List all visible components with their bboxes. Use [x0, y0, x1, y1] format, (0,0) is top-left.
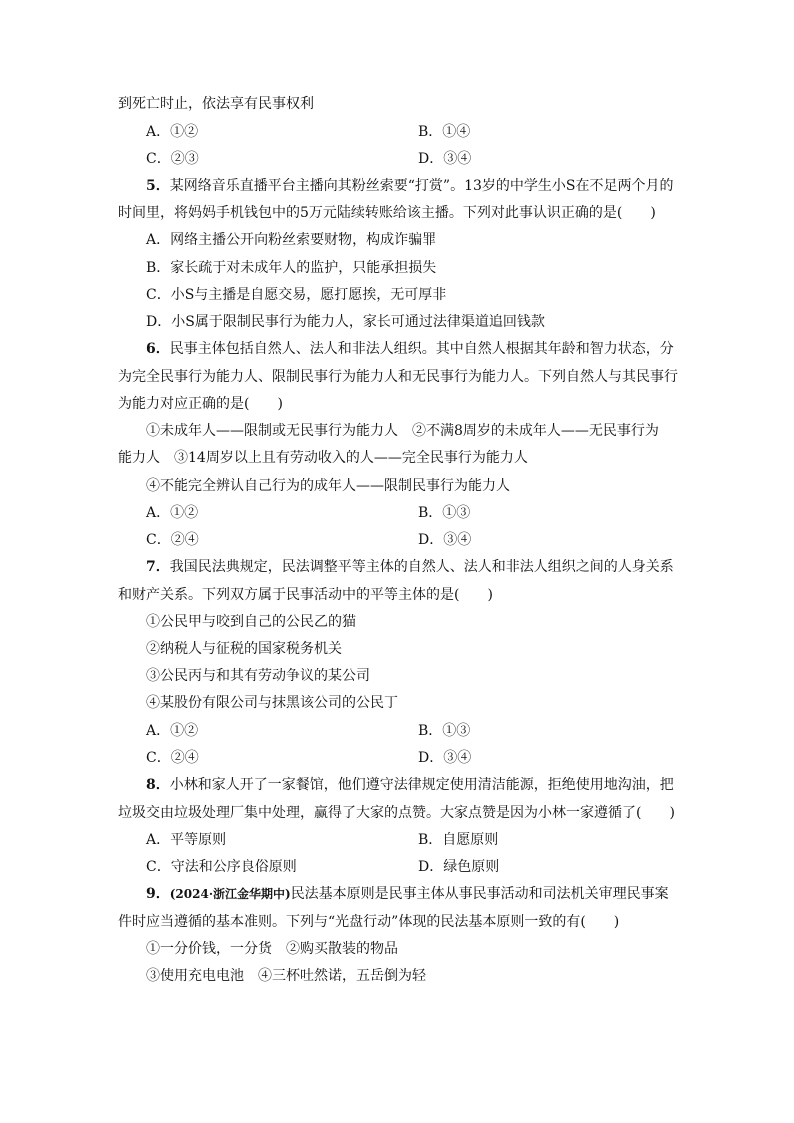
q7-stem-line1 — [146, 557, 674, 577]
q8-stem-line2: 垃圾交由垃圾处理厂集中处理，赢得了大家的点赞。大家点赞是因为小林一家遵循了( ) — [118, 805, 675, 821]
q7-stem-line2: 和财产关系。下列双方属于民事活动中的平等主体的是( ) — [118, 587, 493, 603]
q7-item-1: ①公民甲与咬到自己的公民乙的猫 — [146, 614, 356, 630]
q4-option-c: C．②③ — [146, 151, 199, 167]
q9-stem-line2: 件时应当遵循的基本准则。下列与“光盘行动”体现的民法基本原则一致的有( ) — [118, 914, 620, 930]
q6-option-d: D．③④ — [418, 532, 472, 548]
q8-option-a: A．平等原则 — [146, 832, 227, 848]
q9-items-line1: ①一分价钱，一分货 ②购买散装的物品 — [146, 941, 398, 957]
q4-option-d: D．③④ — [418, 151, 472, 167]
q7-item-3: ③公民丙与和其有劳动争议的某公司 — [146, 668, 370, 684]
q7-text-1: 我国民法典规定，民法调整平等主体的自然人、法人和非法人组织之间的人身关系 — [169, 559, 674, 575]
q5-option-b: B．家长疏于对未成年人的监护，只能承担损失 — [146, 260, 437, 276]
q7-option-d: D．③④ — [418, 750, 472, 766]
q6-option-c: C．②④ — [146, 532, 199, 548]
q7-option-c: C．②④ — [146, 750, 199, 766]
q9-number: 9． — [146, 886, 170, 902]
q8-stem-line1 — [146, 775, 674, 795]
q7-item-2: ②纳税人与征税的国家税务机关 — [146, 641, 342, 657]
q4-option-b: B．①④ — [418, 124, 471, 140]
q7-option-a: A．①② — [146, 723, 199, 739]
q4-option-a: A．①② — [146, 124, 199, 140]
q6-items-line2: 能力人 ③14周岁以上且有劳动收入的人——完全民事行为能力人 — [118, 450, 528, 466]
q6-stem-line3: 为能力对应正确的是( ) — [118, 396, 283, 412]
q9-source-tag: (2024·浙江金华期中) — [169, 887, 291, 901]
q5-stem-line1 — [146, 176, 673, 196]
q7-option-b: B．①③ — [418, 723, 471, 739]
q8-option-b: B．自愿原则 — [418, 832, 499, 848]
q5-option-c: C．小S与主播是自愿交易，愿打愿挨，无可厚非 — [146, 287, 447, 303]
q6-option-b: B．①③ — [418, 505, 471, 521]
q5-option-a: A．网络主播公开向粉丝索要财物，构成诈骗罪 — [146, 232, 437, 248]
q9-text-1: 民法基本原则是民事主体从事民事活动和司法机关审理民事案 — [290, 886, 669, 902]
q6-option-a: A．①② — [146, 505, 199, 521]
q9-items-line2: ③使用充电电池 ④三杯吐然诺，五岳倒为轻 — [146, 968, 426, 984]
q6-items-line1: ①未成年人——限制或无民事行为能力人 ②不满8周岁的未成年人——无民事行为 — [146, 423, 659, 439]
q8-number: 8． — [146, 777, 170, 793]
q5-text-1: 某网络音乐直播平台主播向其粉丝索要“打赏”。13岁的中学生小S在不足两个月的 — [169, 178, 674, 194]
q6-stem-line2: 为完全民事行为能力人、限制民事行为能力人和无民事行为能力人。下列自然人与其民事行 — [118, 369, 678, 385]
q6-items-line3: ④不能完全辨认自己行为的成年人——限制民事行为能力人 — [146, 478, 510, 494]
q9-stem-line1 — [146, 884, 669, 904]
q4-continuation: 到死亡时止，依法享有民事权利 — [118, 96, 314, 112]
q6-number: 6． — [146, 341, 170, 357]
q6-stem-line1 — [146, 339, 674, 359]
q6-text-1: 民事主体包括自然人、法人和非法人组织。其中自然人根据其年龄和智力状态，分 — [169, 341, 674, 357]
q8-option-c: C．守法和公序良俗原则 — [146, 859, 297, 875]
q7-item-4: ④某股份有限公司与抹黑该公司的公民丁 — [146, 695, 398, 711]
q8-text-1: 小林和家人开了一家餐馆，他们遵守法律规定使用清洁能源，拒绝使用地沟油，把 — [169, 777, 674, 793]
q5-stem-line2: 时间里，将妈妈手机钱包中的5万元陆续转账给该主播。下列对此事认识正确的是( ) — [118, 205, 656, 221]
q7-number: 7． — [146, 559, 170, 575]
q5-option-d: D．小S属于限制民事行为能力人，家长可通过法律渠道追回钱款 — [146, 314, 545, 330]
q5-number: 5． — [146, 178, 170, 194]
q8-option-d: D．绿色原则 — [418, 859, 500, 875]
